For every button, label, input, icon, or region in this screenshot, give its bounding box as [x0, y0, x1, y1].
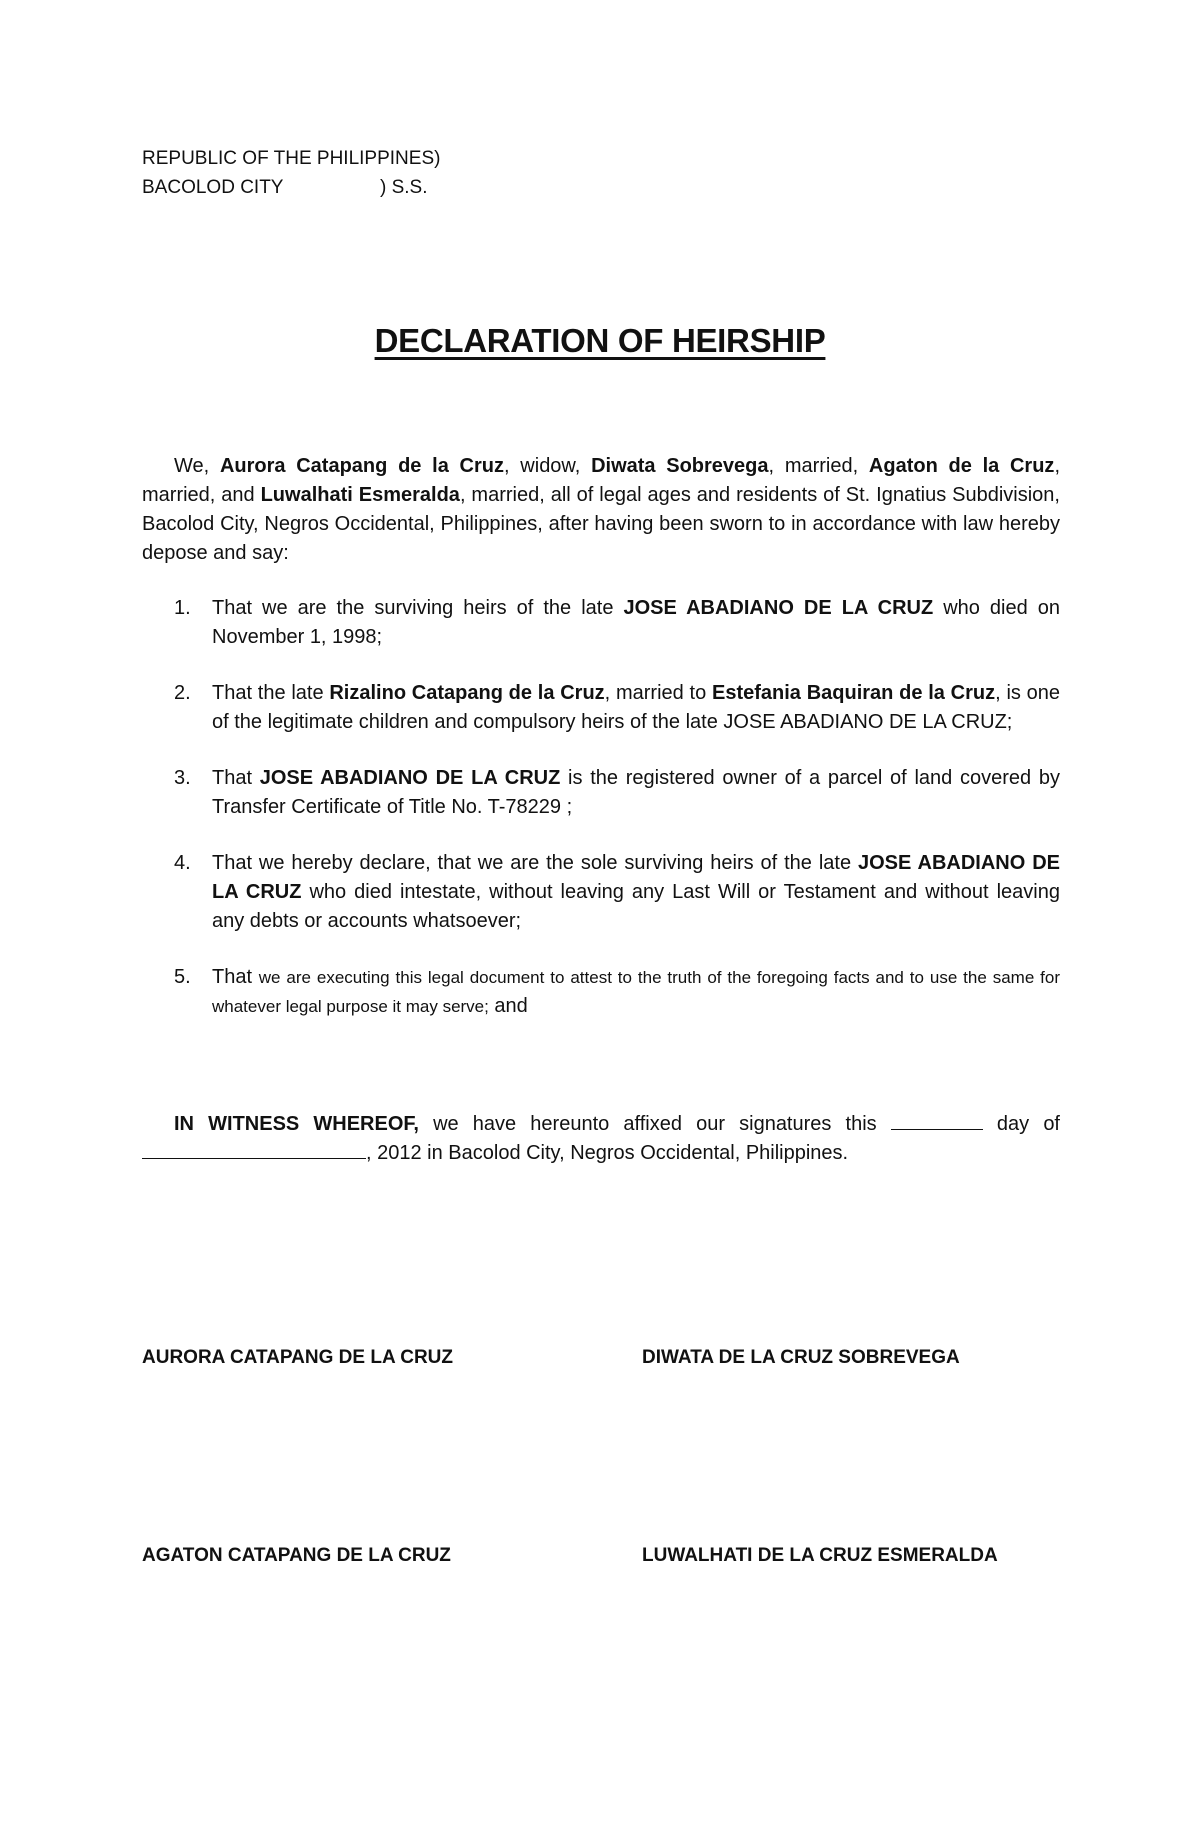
list-item [142, 963, 1060, 1021]
declaration-list [142, 594, 1060, 1048]
witness-paragraph [142, 1110, 1060, 1168]
caption-line-1: REPUBLIC OF THE PHILIPPINES) [142, 148, 441, 169]
signatory-1: AURORA CATAPANG DE LA CRUZ [142, 1347, 454, 1368]
item-text-part: That [212, 767, 260, 789]
item-text-bold: JOSE ABADIANO DE LA CRUZ [212, 852, 1060, 903]
declarant-name: Agaton de la Cruz [868, 455, 1055, 477]
declarant-name: Diwata Sobrevega [591, 455, 769, 477]
item-text-part: who died intestate, without leaving any Last Will or Testament and without leaving any debts or accounts whatsoever; [212, 881, 1060, 932]
intro-text: , married, [768, 455, 869, 477]
item-text [212, 594, 1060, 652]
witness-lead: IN WITNESS WHEREOF, [174, 1113, 419, 1135]
caption-city: BACOLOD CITY [142, 177, 284, 198]
caption-line-2 [142, 173, 440, 202]
witness-text: , 2012 in Bacolod City, Negros Occidental, Philippines. [366, 1142, 849, 1164]
witness-text: we have hereunto affixed our signatures this [418, 1113, 891, 1135]
list-item [142, 594, 1060, 652]
item-text [212, 679, 1060, 737]
list-item [142, 764, 1060, 822]
item-number: 4. [174, 852, 191, 874]
item-text-part: is the registered owner of a parcel of land covered by Transfer Certificate of Title No. T-78229 ; [212, 767, 1060, 818]
item-text-bold: JOSE ABADIANO DE LA CRUZ [259, 767, 561, 789]
item-text-part: and [488, 995, 528, 1017]
signatory-2: DIWATA DE LA CRUZ SOBREVEGA [642, 1347, 960, 1368]
document-title: DECLARATION OF HEIRSHIP [374, 322, 826, 359]
item-text [212, 963, 1060, 1021]
caption-ss: ) S.S. [380, 177, 428, 198]
intro-text: , widow, [504, 455, 592, 477]
intro-text: , married, all of legal ages and residents of St. Ignatius Subdivision, Bacolod City, Negros Occidental, Philippines, after having been sworn to in accordance with law hereby depose and say: [142, 484, 1060, 564]
signatory-4: LUWALHATI DE LA CRUZ ESMERALDA [642, 1545, 998, 1566]
intro-paragraph [142, 452, 1060, 568]
item-number: 5. [174, 966, 191, 988]
item-text-part: , is one of the legitimate children and compulsory heirs of the late JOSE ABADIANO DE LA CRUZ; [212, 682, 1061, 733]
intro-text: , married, and [142, 455, 1060, 506]
item-text [212, 849, 1060, 936]
venue-caption [142, 144, 440, 202]
list-item [142, 849, 1060, 936]
item-text-part: who died on November 1, 1998; [212, 597, 1060, 648]
item-text-part: That [212, 966, 259, 988]
witness-text: day of [982, 1113, 1060, 1135]
item-text [212, 764, 1060, 822]
signatory-3: AGATON CATAPANG DE LA CRUZ [142, 1545, 451, 1566]
list-item [142, 679, 1060, 737]
item-number: 2. [174, 682, 191, 704]
item-text-part: That we hereby declare, that we are the sole surviving heirs of the late [212, 852, 858, 874]
item-text-small: we are executing this legal document to attest to the truth of the foregoing facts and to use the same for whatever legal purpose it may serve; [212, 968, 1061, 1016]
item-text-part: That the late [212, 682, 330, 704]
item-number: 1. [174, 597, 191, 619]
item-text-part: , married to [604, 682, 712, 704]
month-blank-line[interactable] [142, 1140, 366, 1159]
declarant-name: Luwalhati Esmeralda [260, 484, 460, 506]
declarant-name: Aurora Catapang de la Cruz [219, 455, 505, 477]
day-blank-line[interactable] [891, 1111, 983, 1130]
item-text-bold: Estefania Baquiran de la Cruz [712, 682, 996, 704]
item-text-part: That we are the surviving heirs of the late [212, 597, 624, 619]
item-text-bold: JOSE ABADIANO DE LA CRUZ [623, 597, 934, 619]
item-number: 3. [174, 767, 191, 789]
item-text-bold: Rizalino Catapang de la Cruz [329, 682, 605, 704]
intro-text: We, [174, 455, 220, 477]
